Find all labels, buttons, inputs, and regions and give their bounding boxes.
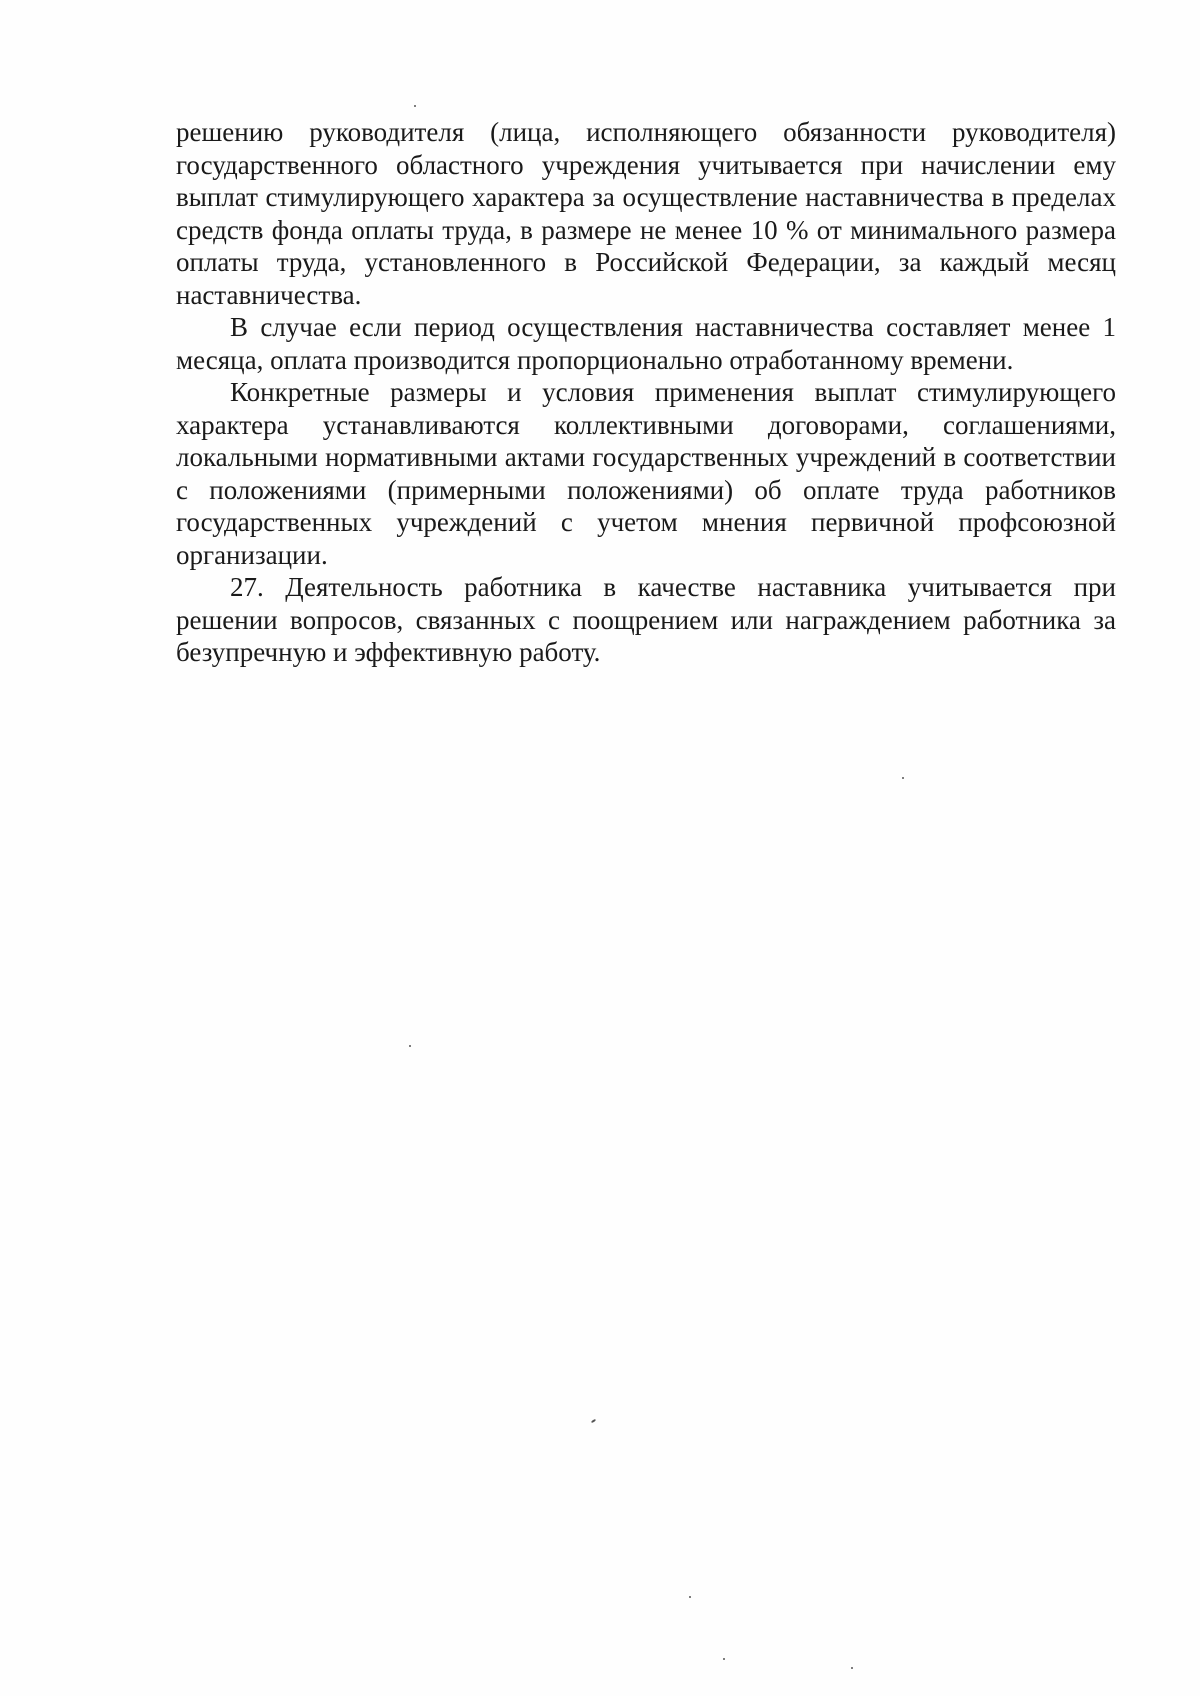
scan-speck (591, 1419, 596, 1424)
paragraph-specific-amounts: Конкретные размеры и условия применения выплат стимулирующего характера устанавливаются коллективными договорами, соглашениями, локальными нормативными актами государственных учреждений в соответствии с положениями (примерными положениями) об оплате труда работников государственных учреждений с учетом мнения первичной профсоюзной организации. (176, 377, 1116, 570)
scan-speck (851, 1667, 853, 1669)
paragraph-item-27: 27. Деятельность работника в качестве наставника учитывается при решении вопросов, связанных с поощрением или награждением работника за безупречную и эффективную работу. (176, 572, 1116, 667)
scan-speck (689, 1596, 691, 1598)
scan-speck (414, 105, 416, 107)
scan-speck (902, 777, 904, 779)
scan-speck (409, 1045, 411, 1047)
document-body (176, 116, 1116, 669)
paragraph-continuation: решению руководителя (лица, исполняющего обязанности руководителя) государственного областного учреждения учитывается при начислении ему выплат стимулирующего характера за осуществление наставничества в пределах средств фонда оплаты труда, в размере не менее 10 % от минимального размера оплаты труда, установленного в Российской Федерации, за каждый месяц наставничества. (176, 117, 1116, 310)
paragraph-proportional-payment: В случае если период осуществления наставничества составляет менее 1 месяца, оплата производится пропорционально отработанному времени. (176, 312, 1116, 375)
scan-speck (723, 1658, 725, 1660)
